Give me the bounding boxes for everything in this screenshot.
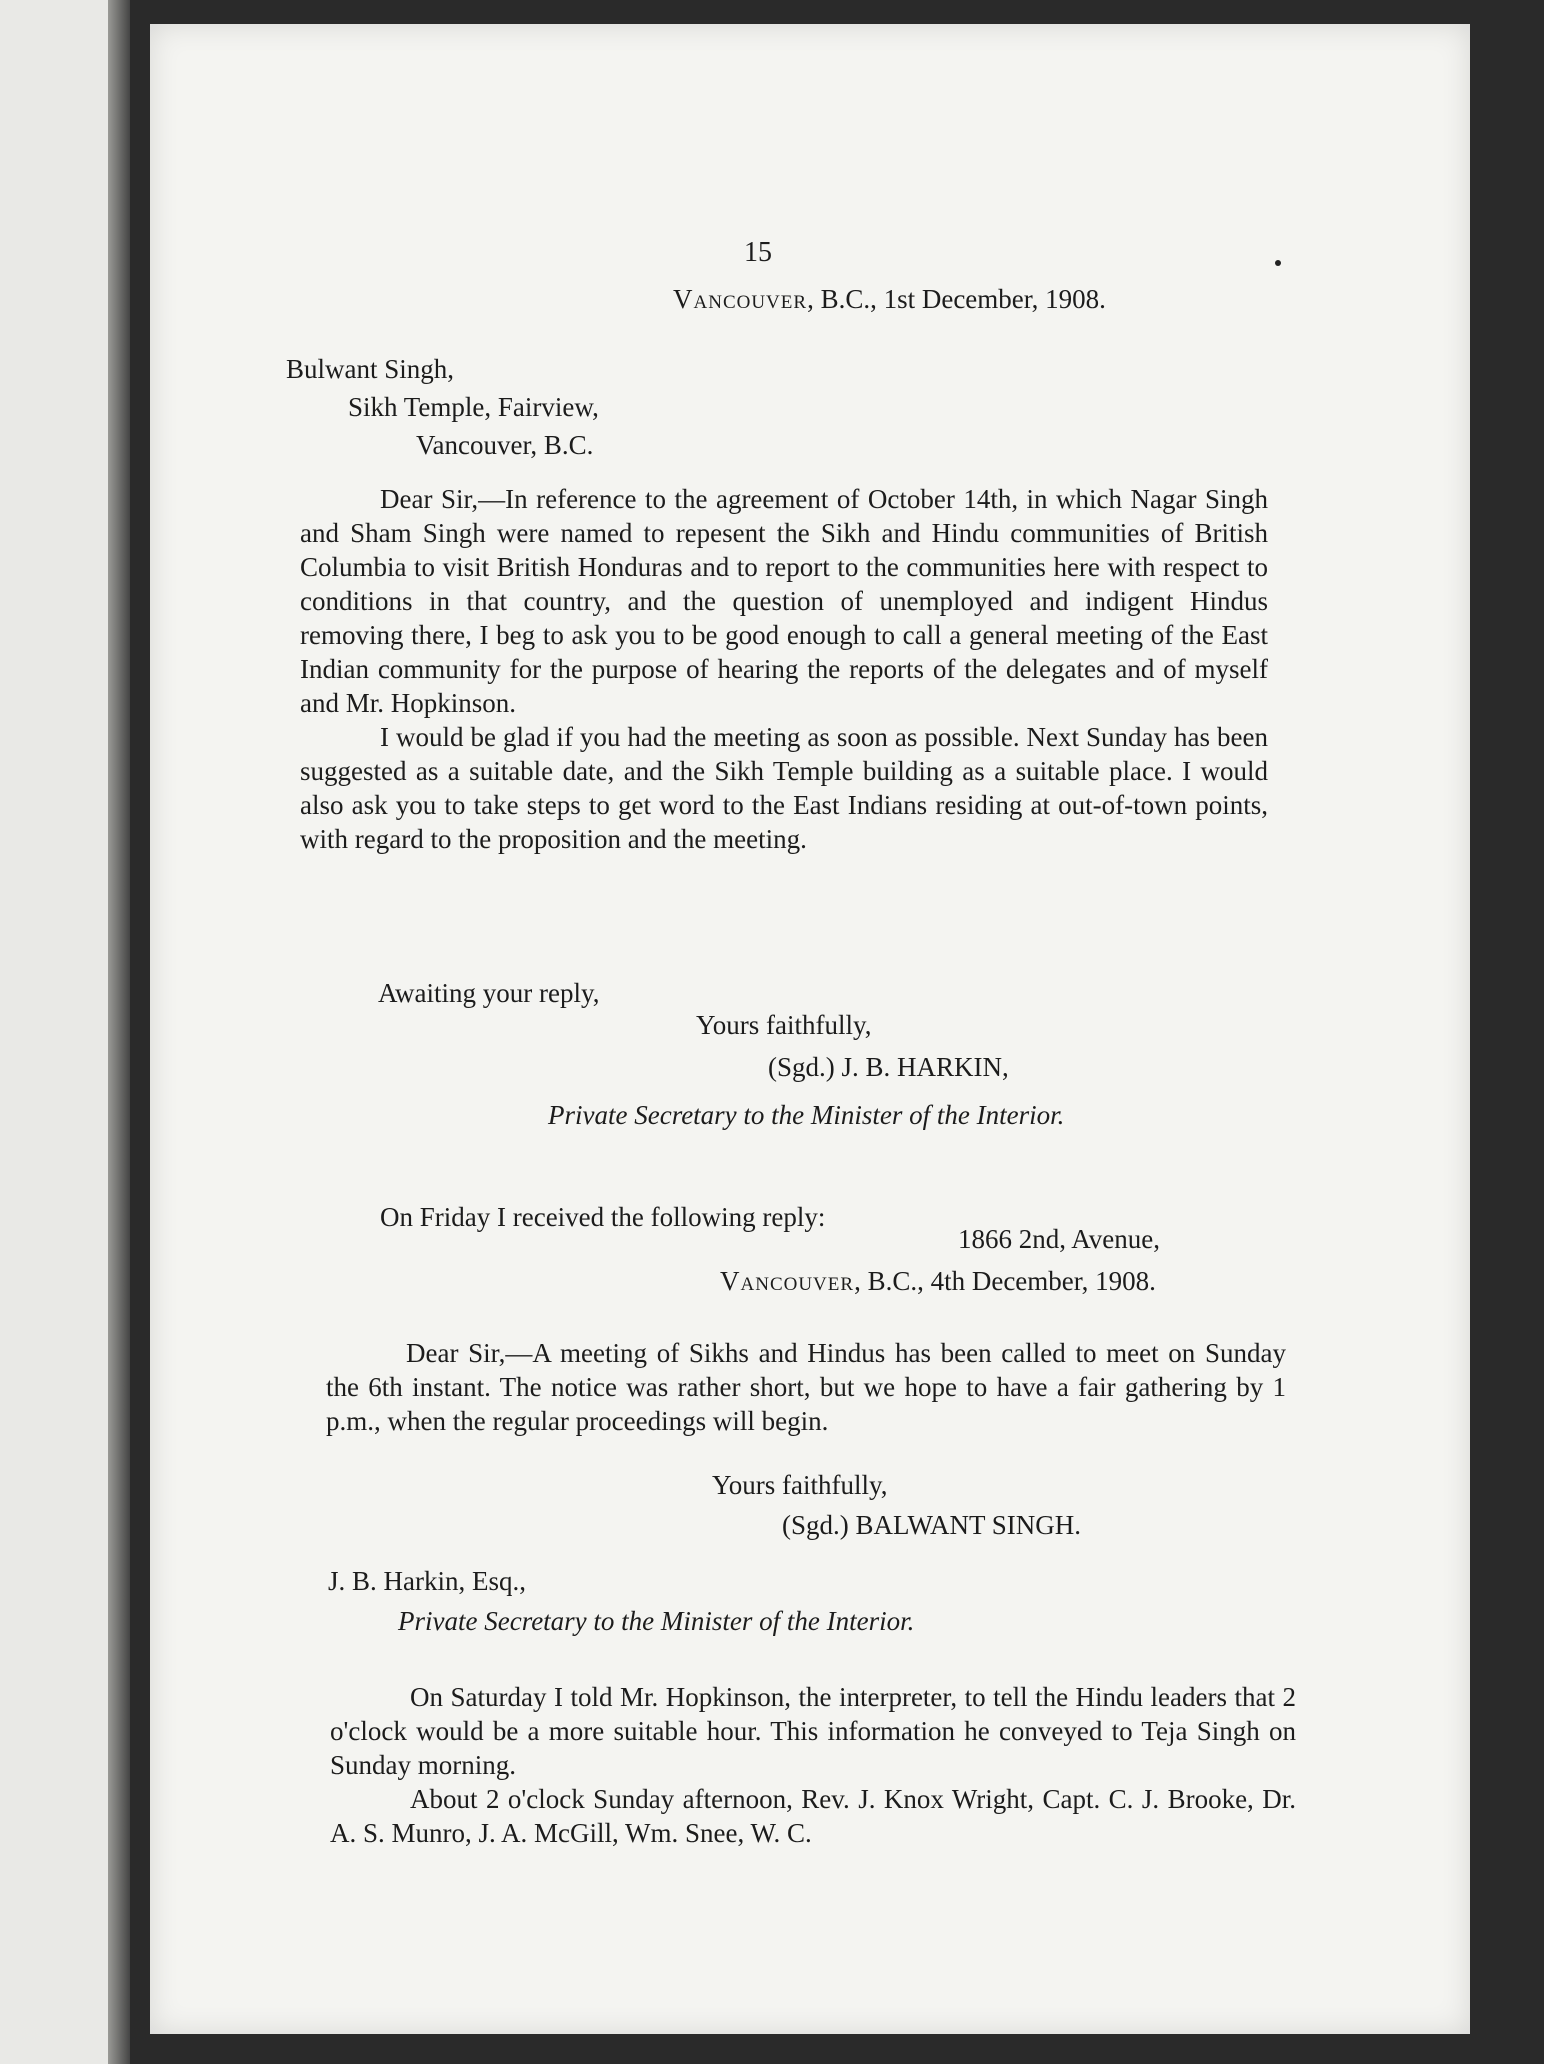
letter2-place: Vancouver [720,1266,855,1296]
narrative-paragraph-1: On Saturday I told Mr. Hopkinson, the interpreter, to tell the Hindu leaders that 2 o'clock would be a more suitable hour. This information he conveyed to Teja Singh on Sunday morning. [330,1682,1296,1780]
book-spine-edge [108,0,130,2064]
letter2-paragraph: Dear Sir,—A meeting of Sikhs and Hindus has been called to meet on Sunday the 6th instant. The notice was rather short, but we hope to have a fair gathering by 1 p.m., when the regular proceedings will begin. [326,1338,1286,1436]
letter2-addressee-title: Private Secretary to the Minister of the Interior. [398,1606,915,1636]
intro-line: On Friday I received the following reply: [380,1202,826,1232]
letter1-signature: (Sgd.) J. B. HARKIN, [768,1052,1009,1082]
letter1-addressee-line2: Sikh Temple, Fairview, [348,392,599,422]
letter2-body [326,1336,1286,1438]
narrative-paragraph-2: About 2 o'clock Sunday afternoon, Rev. J. Knox Wright, Capt. C. J. Brooke, Dr. A. S. Munro, J. A. McGill, Wm. Snee, W. C. [330,1784,1296,1848]
letter1-addressee-line1: Bulwant Singh, [286,354,455,384]
print-speck [1275,260,1281,266]
letter1-place: Vancouver [673,284,808,314]
letter1-addressee-line3: Vancouver, B.C. [416,430,594,460]
letter2-address: 1866 2nd, Avenue, [958,1224,1160,1254]
letter1-paragraph-2: I would be glad if you had the meeting as soon as possible. Next Sunday has been suggested as a suitable date, and the Sikh Temple building as a suitable place. I would also ask you to take steps to get word to the East Indians residing at out-of-town points, with regard to the proposition and the meeting. [300,722,1268,854]
letter1-date: , B.C., 1st December, 1908. [807,284,1106,314]
letter1-awaiting: Awaiting your reply, [378,978,600,1008]
letter2-date: , B.C., 4th December, 1908. [854,1266,1156,1296]
letter2-closing: Yours faithfully, [712,1470,888,1500]
letter1-dateline [673,282,1106,316]
letter1-signer-title: Private Secretary to the Minister of the Interior. [548,1100,1065,1130]
letter2-signature: (Sgd.) BALWANT SINGH. [782,1510,1081,1540]
letter2-dateline [720,1264,1156,1298]
narrative-body [330,1680,1296,1850]
page-number: 15 [744,237,772,268]
right-border [1470,0,1544,2064]
letter1-closing: Yours faithfully, [696,1010,872,1040]
letter1-body [300,482,1268,856]
letter1-paragraph-1: Dear Sir,—In reference to the agreement of October 14th, in which Nagar Singh and Sham Singh were named to repesent the Sikh and Hindu communities of British Columbia to visit British Honduras and to report to the communities here with respect to conditions in that country, and the question of unemployed and indigent Hindus removing there, I beg to ask you to be good enough to call a general meeting of the East Indian community for the purpose of hearing the reports of the delegates and of myself and Mr. Hopkinson. [300,484,1268,718]
letter2-addressee: J. B. Harkin, Esq., [328,1566,526,1596]
